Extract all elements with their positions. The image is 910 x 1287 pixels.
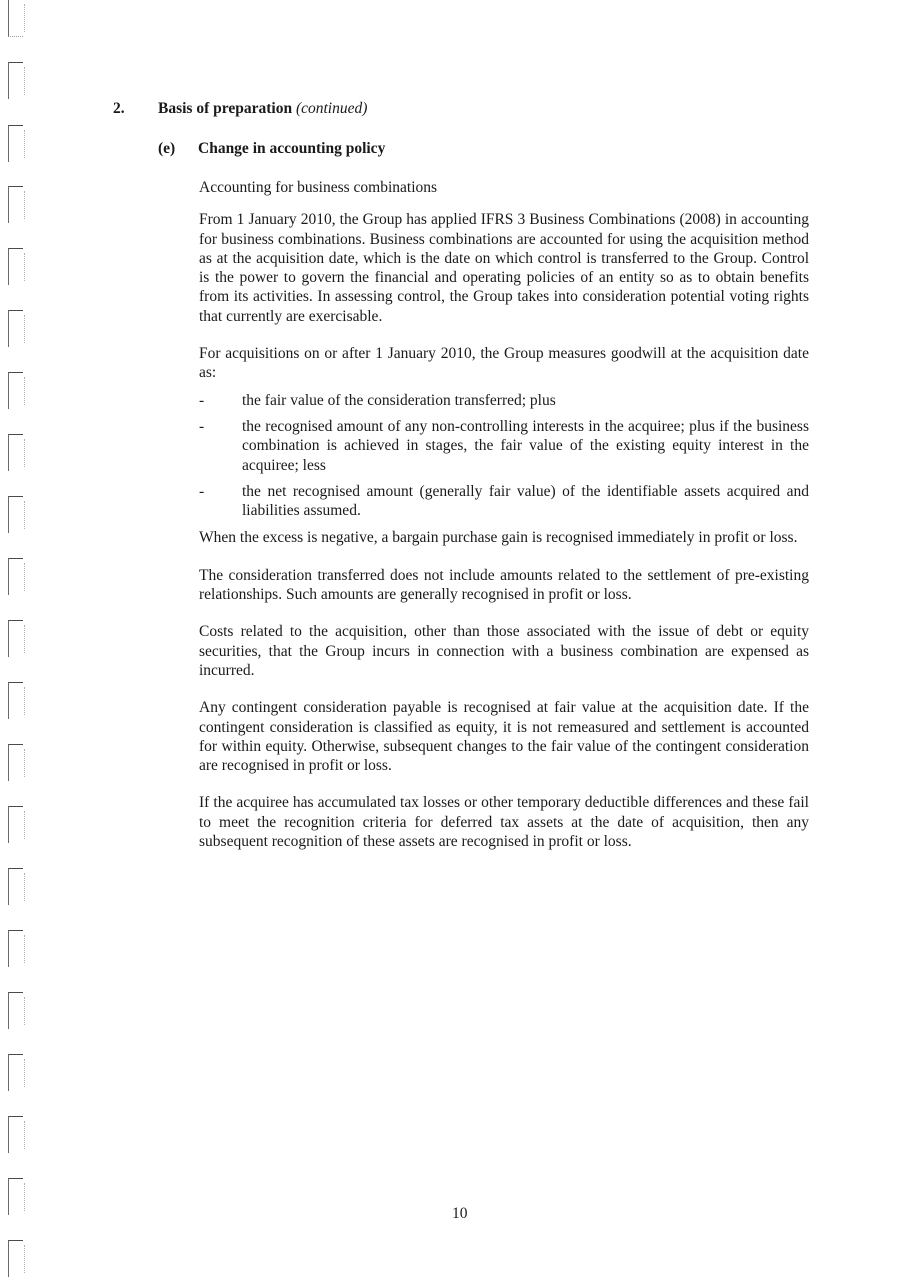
binder-mark [8, 992, 23, 1029]
binder-mark [8, 1054, 23, 1091]
subsection-label: (e) [158, 140, 176, 157]
binder-mark [8, 1178, 23, 1215]
binder-mark [8, 434, 23, 471]
binder-mark [8, 62, 23, 99]
binder-mark [8, 0, 23, 37]
paragraph: Any contingent consideration payable is recognised at fair value at the acquisition date. If the contingent consideration is classified as equity, it is not remeasured and settlement is accounted for within equity. Otherwise, subsequent changes to the fair value of the contingent consideration are recognised in profit or loss. [199, 699, 809, 775]
bullet-dash: - [199, 482, 205, 500]
list-item-text: the fair value of the consideration transferred; plus [242, 391, 556, 409]
binder-mark [8, 620, 23, 657]
section-number: 2. [113, 100, 125, 117]
paragraph: If the acquiree has accumulated tax losses or other temporary deductible differences and these fail to meet the recognition criteria for deferred tax assets at the date of acquisition, then any subsequent recognition of these assets are recognised in profit or loss. [199, 794, 809, 851]
binder-mark [8, 744, 23, 781]
goodwill-list [199, 391, 809, 521]
binder-mark [8, 1240, 23, 1277]
binder-mark [8, 496, 23, 533]
paragraph: From 1 January 2010, the Group has applied IFRS 3 Business Combinations (2008) in accounting for business combinations. Business combinations are accounted for using the acquisition method as at the acquisition date, which is the date on which control is transferred to the Group. Control is the power to govern the financial and operating policies of an entity so as to obtain benefits from its activities. In assessing control, the Group takes into consideration potential voting rights that currently are exercisable. [199, 211, 809, 325]
paragraph: The consideration transferred does not include amounts related to the settlement of pre-existing relationships. Such amounts are generally recognised in profit or loss. [199, 566, 809, 604]
list-item [199, 417, 809, 475]
list-item [199, 482, 809, 521]
binder-mark [8, 372, 23, 409]
page-number: 10 [452, 1205, 468, 1222]
paragraph: For acquisitions on or after 1 January 2010, the Group measures goodwill at the acquisition date as: [199, 345, 809, 382]
binder-mark [8, 1116, 23, 1153]
list-item [199, 391, 809, 410]
body-content [199, 178, 809, 869]
topic-heading: Accounting for business combinations [199, 179, 438, 196]
binder-mark [8, 310, 23, 347]
section-title: Basis of preparation [158, 100, 293, 117]
list-item-text: the recognised amount of any non-controlling interests in the acquiree; plus if the business combination is achieved in stages, the fair value of the existing equity interest in the acquiree; less [242, 417, 809, 474]
binder-mark [8, 868, 23, 905]
binder-mark [8, 930, 23, 967]
bullet-dash: - [199, 391, 205, 409]
list-item-text: the net recognised amount (generally fair value) of the identifiable assets acquired and liabilities assumed. [242, 482, 809, 520]
paragraph: Costs related to the acquisition, other than those associated with the issue of debt or equity securities, that the Group incurs in connection with a business combination are expensed as incurred. [199, 623, 809, 679]
subsection-title: Change in accounting policy [198, 140, 386, 157]
bullet-dash: - [199, 417, 205, 435]
binder-mark [8, 186, 23, 223]
section-heading [158, 100, 367, 118]
binder-mark [8, 806, 23, 843]
binder-mark [8, 682, 23, 719]
binder-mark [8, 558, 23, 595]
section-title-suffix: (continued) [295, 100, 368, 117]
binder-mark [8, 125, 23, 162]
binder-mark [8, 248, 23, 285]
paragraph: When the excess is negative, a bargain purchase gain is recognised immediately in profit or loss. [199, 529, 798, 547]
